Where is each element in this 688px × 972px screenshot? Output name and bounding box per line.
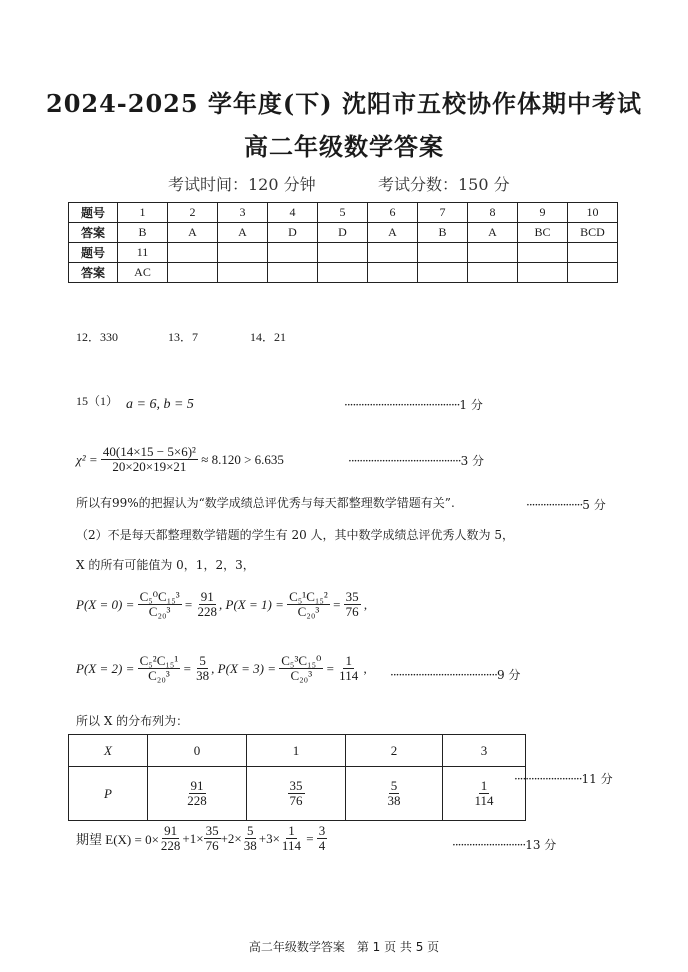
- answer-q12: 12．330: [76, 330, 119, 344]
- dist-header-cell: 1: [247, 735, 346, 767]
- q15-part2-line1: （2）不是每天都整理数学错题的学生有 20 人，其中数学成绩总评优秀人数为 5，: [76, 528, 514, 542]
- score-marker: ····················5 分: [526, 498, 606, 512]
- label-question-number: 题号: [69, 203, 118, 223]
- table-row: [69, 735, 526, 767]
- answer-cell: D: [268, 223, 318, 243]
- question-number: [418, 243, 468, 263]
- question-number: 9: [518, 203, 568, 223]
- table-row: [69, 203, 618, 223]
- label-answer: 答案: [69, 263, 118, 283]
- prob-formula-2-3: P(X = 2) = $\frac{\text{C₅²C₁₅¹}}{\text{C₂₀³}}$ = $\frac{5}{38}$ , P(X = 3) = $\frac{\text{C₅³C₁₅⁰}}{\text{C₂₀³}}$ = $\frac{1}{114}$ ,: [76, 653, 367, 684]
- question-number: 4: [268, 203, 318, 223]
- question-number: [568, 243, 618, 263]
- answer-cell: [368, 263, 418, 283]
- frac-num: 91: [164, 823, 178, 838]
- prob-formula-0-1: P(X = 0) = $\frac{\text{C₅⁰C₁₅³}}{\text{C₂₀³}}$ = $\frac{91}{228}$ , P(X = 1) = $\frac{\text{C₅¹C₁₅²}}{\text{C₂₀³}}$ = $\frac{35}{76}$ ,: [76, 589, 368, 620]
- question-number: 8: [468, 203, 518, 223]
- exam-subtitle: 高二年级数学答案: [244, 132, 444, 161]
- answer-cell: [318, 263, 368, 283]
- answer-cell: AC: [118, 263, 168, 283]
- answer-cell: A: [368, 223, 418, 243]
- exam-title: 2024-2025 学年度(下) 沈阳市五校协作体期中考试: [46, 89, 642, 118]
- answer-cell: A: [168, 223, 218, 243]
- dist-intro: 所以 X 的分布列为：: [76, 714, 189, 728]
- q15-part2-line2: X 的所有可能值为 0，1，2，3，: [76, 558, 255, 572]
- question-number: 6: [368, 203, 418, 223]
- page-footer: 高二年级数学答案 第 1 页 共 5 页: [248, 940, 440, 954]
- answer-cell: [168, 263, 218, 283]
- q15-conclusion: 所以有99%的把握认为“数学成绩总评优秀与每天都整理数学错题有关”.: [76, 496, 455, 510]
- dist-header-cell: 3: [443, 735, 526, 767]
- distribution-table: [68, 734, 526, 821]
- dist-prob-cell: $\frac{1}{114}$: [443, 767, 526, 821]
- answer-cell: [518, 263, 568, 283]
- score-marker: ··························13 分: [452, 838, 557, 852]
- answer-q14: 14．21: [250, 330, 287, 344]
- answer-cell: A: [218, 223, 268, 243]
- question-number: 1: [118, 203, 168, 223]
- dist-header-cell: X: [69, 735, 148, 767]
- score-marker: ········································3 分: [348, 454, 485, 468]
- table-row: [69, 223, 618, 243]
- table-row: [69, 767, 526, 821]
- dist-p-label: P: [69, 767, 148, 821]
- answer-q13: 13．7: [168, 330, 199, 344]
- answer-cell: [218, 263, 268, 283]
- table-row: [69, 263, 618, 283]
- answer-table: [68, 202, 618, 283]
- chi-square-formula: χ² = $\frac{\text{40(14×15 − 5×6)²}}{20\times 20\times 19\times 21}$ ≈ 8.120 > 6.635: [76, 444, 284, 475]
- question-number: 7: [418, 203, 468, 223]
- question-number: [268, 243, 318, 263]
- question-number: 5: [318, 203, 368, 223]
- answer-cell: BC: [518, 223, 568, 243]
- question-number: 10: [568, 203, 618, 223]
- question-number: [318, 243, 368, 263]
- dist-prob-cell: $\frac{35}{76}$: [247, 767, 346, 821]
- expectation-formula: 期望 E(X) = 0× $\frac{91}{228}$ +1× $\frac{35}{76}$ +2× $\frac{5}{38}$ +3× $\frac{1}{114}$ = $\frac{3}{4}$: [76, 823, 326, 854]
- answer-cell: [468, 263, 518, 283]
- q15-part1-label: 15（1）: [76, 394, 119, 408]
- dist-header-cell: 2: [346, 735, 443, 767]
- question-number: 2: [168, 203, 218, 223]
- answer-cell: [268, 263, 318, 283]
- label-question-number: 题号: [69, 243, 118, 263]
- score-marker: ······································9 分: [390, 668, 521, 682]
- score-marker: ························11 分: [514, 772, 613, 786]
- score-marker: ·········································1 分: [344, 398, 483, 412]
- dist-prob-cell: $\frac{91}{228}$: [148, 767, 247, 821]
- label-answer: 答案: [69, 223, 118, 243]
- question-number: [518, 243, 568, 263]
- answer-cell: [568, 263, 618, 283]
- answer-cell: A: [468, 223, 518, 243]
- table-row: [69, 243, 618, 263]
- exam-score: 考试分数：150 分: [378, 175, 510, 194]
- question-number: 11: [118, 243, 168, 263]
- answer-cell: [418, 263, 468, 283]
- question-number: [218, 243, 268, 263]
- q15-ab-values: a = 6, b = 5: [126, 397, 194, 412]
- answer-cell: B: [418, 223, 468, 243]
- answer-cell: D: [318, 223, 368, 243]
- exam-time: 考试时间：120 分钟: [168, 175, 316, 194]
- answer-cell: B: [118, 223, 168, 243]
- question-number: 3: [218, 203, 268, 223]
- dist-prob-cell: $\frac{5}{38}$: [346, 767, 443, 821]
- question-number: [468, 243, 518, 263]
- question-number: [168, 243, 218, 263]
- dist-header-cell: 0: [148, 735, 247, 767]
- answer-cell: BCD: [568, 223, 618, 243]
- question-number: [368, 243, 418, 263]
